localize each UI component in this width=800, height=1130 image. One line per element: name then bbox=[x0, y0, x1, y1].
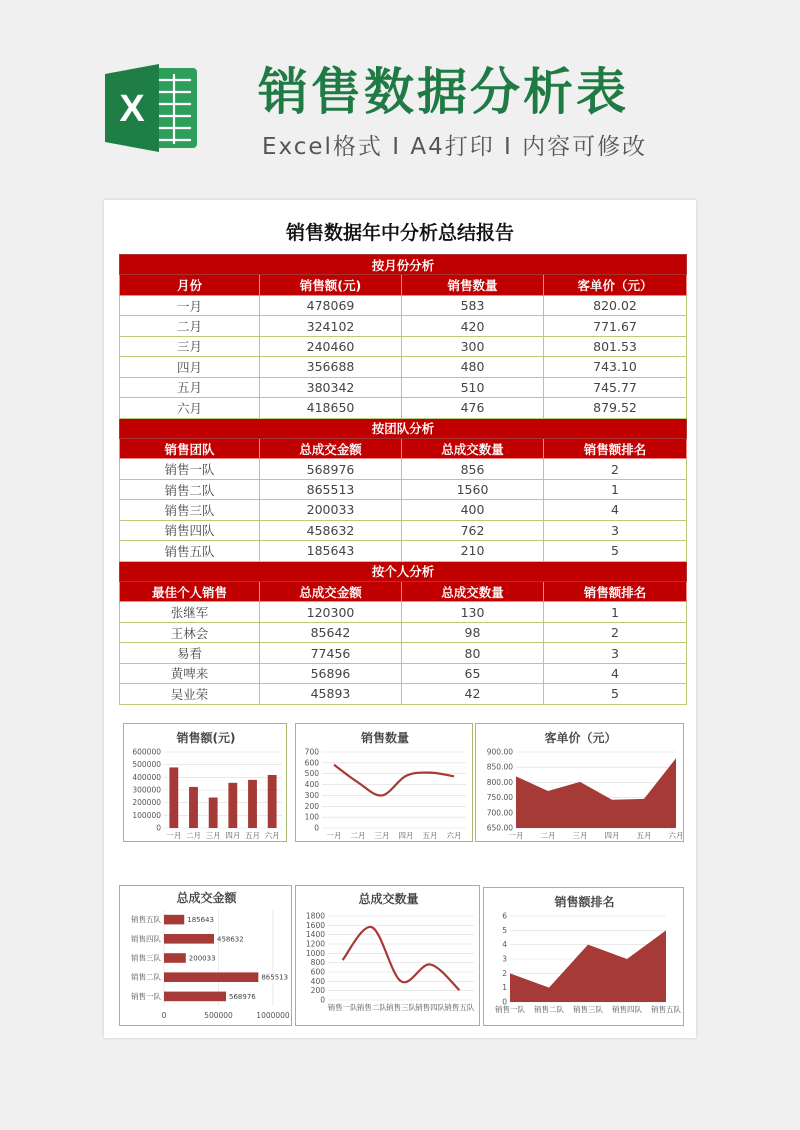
table-cell: 130 bbox=[402, 602, 544, 622]
x-tick-label: 销售四队 bbox=[415, 1003, 446, 1012]
x-tick-label: 三月 bbox=[205, 831, 221, 840]
y-tick-label: 500 bbox=[304, 769, 319, 779]
y-tick-label: 400 bbox=[310, 976, 325, 986]
x-tick-label: 销售二队 bbox=[356, 1003, 387, 1012]
y-tick-label: 3 bbox=[502, 954, 507, 964]
column-header: 销售额(元) bbox=[260, 275, 402, 295]
table-cell: 568976 bbox=[260, 459, 402, 479]
y-tick-label: 500000 bbox=[132, 760, 161, 770]
y-tick-label: 800.00 bbox=[486, 777, 513, 787]
table-cell: 510 bbox=[402, 377, 544, 397]
column-header: 客单价（元） bbox=[544, 275, 687, 295]
x-tick-label: 二月 bbox=[186, 831, 201, 840]
table-cell: 400 bbox=[402, 500, 544, 520]
table-row bbox=[120, 357, 687, 377]
table-cell: 六月 bbox=[120, 398, 260, 418]
y-tick-label: 销售一队 bbox=[131, 991, 161, 1001]
y-tick-label: 6 bbox=[502, 911, 507, 921]
series-line bbox=[343, 927, 460, 990]
x-tick-label: 二月 bbox=[540, 831, 556, 840]
column-header: 销售额排名 bbox=[544, 438, 687, 458]
table-cell: 65 bbox=[402, 663, 544, 683]
table-row bbox=[120, 479, 687, 499]
table-row bbox=[120, 663, 687, 683]
table-cell: 吴业荣 bbox=[120, 684, 260, 704]
data-label: 185643 bbox=[187, 916, 214, 925]
table-cell: 4 bbox=[544, 500, 687, 520]
table-cell: 2 bbox=[544, 459, 687, 479]
chart-title: 客单价（元） bbox=[544, 731, 617, 745]
table-cell: 销售一队 bbox=[120, 459, 260, 479]
table-cell: 879.52 bbox=[544, 398, 687, 418]
table-row bbox=[120, 684, 687, 704]
table-row bbox=[120, 316, 687, 336]
table-row bbox=[120, 377, 687, 397]
data-label: 458632 bbox=[216, 935, 244, 944]
y-tick-label: 200 bbox=[310, 986, 325, 996]
chart-unit-price-svg bbox=[476, 724, 685, 843]
y-tick-label: 300 bbox=[304, 790, 319, 800]
y-tick-label: 1200 bbox=[305, 939, 325, 949]
y-tick-label: 400000 bbox=[132, 772, 161, 782]
table-cell: 771.67 bbox=[544, 316, 687, 336]
header-row bbox=[120, 582, 687, 602]
table-cell: 三月 bbox=[120, 336, 260, 356]
y-tick-label: 700 bbox=[304, 747, 319, 757]
table-cell: 418650 bbox=[260, 398, 402, 418]
table-cell: 583 bbox=[402, 295, 544, 315]
series-area bbox=[510, 930, 666, 1002]
table-cell: 324102 bbox=[260, 316, 402, 336]
y-tick-label: 400 bbox=[304, 780, 319, 790]
y-tick-label: 100 bbox=[304, 812, 319, 822]
report-title: 销售数据年中分析总结报告 bbox=[285, 222, 514, 244]
table-row bbox=[120, 622, 687, 642]
x-tick-label: 六月 bbox=[264, 831, 280, 840]
table-cell: 销售三队 bbox=[120, 500, 260, 520]
table-cell: 45893 bbox=[260, 684, 402, 704]
data-label: 200033 bbox=[188, 954, 216, 963]
y-tick-label: 850.00 bbox=[486, 762, 513, 772]
table-cell: 5 bbox=[544, 684, 687, 704]
table-cell: 240460 bbox=[260, 336, 402, 356]
x-tick-label: 三月 bbox=[572, 831, 588, 840]
x-tick-label: 三月 bbox=[374, 831, 390, 840]
table-cell: 300 bbox=[402, 336, 544, 356]
table-cell: 476 bbox=[402, 398, 544, 418]
y-tick-label: 1000 bbox=[305, 948, 325, 958]
table-cell: 745.77 bbox=[544, 377, 687, 397]
y-tick-label: 600 bbox=[304, 758, 319, 768]
y-tick-label: 1600 bbox=[305, 920, 325, 930]
table-row bbox=[120, 500, 687, 520]
x-tick-label: 销售五队 bbox=[651, 1005, 681, 1014]
section-row-personal bbox=[120, 561, 687, 581]
table-cell: 56896 bbox=[260, 663, 402, 683]
column-header: 月份 bbox=[120, 275, 260, 295]
column-header: 最佳个人销售 bbox=[120, 582, 260, 602]
x-tick-label: 六月 bbox=[446, 831, 462, 840]
chart-monthly-sales-svg bbox=[124, 724, 288, 843]
chart-team-quantity-svg bbox=[296, 886, 481, 1027]
x-tick-label: 四月 bbox=[604, 831, 620, 840]
table-row bbox=[120, 398, 687, 418]
y-tick-label: 销售四队 bbox=[131, 934, 161, 944]
table-cell: 120300 bbox=[260, 602, 402, 622]
bar bbox=[228, 783, 237, 828]
header-row bbox=[120, 438, 687, 458]
y-tick-label: 1800 bbox=[305, 911, 325, 921]
y-tick-label: 1 bbox=[502, 983, 507, 993]
table-cell: 478069 bbox=[260, 295, 402, 315]
table-cell: 3 bbox=[544, 643, 687, 663]
chart-monthly-sales bbox=[123, 723, 287, 842]
table-cell: 210 bbox=[402, 541, 544, 561]
table-cell: 743.10 bbox=[544, 357, 687, 377]
excel-logo-icon bbox=[103, 58, 203, 158]
data-label: 865513 bbox=[261, 973, 289, 982]
chart-team-amount bbox=[119, 885, 292, 1026]
chart-title: 总成交金额 bbox=[176, 891, 237, 905]
chart-unit-price bbox=[475, 723, 684, 842]
y-tick-label: 100000 bbox=[132, 810, 161, 820]
y-tick-label: 750.00 bbox=[486, 793, 513, 803]
table-cell: 801.53 bbox=[544, 336, 687, 356]
y-tick-label: 1400 bbox=[305, 930, 325, 940]
column-header: 销售数量 bbox=[402, 275, 544, 295]
y-tick-label: 0 bbox=[502, 997, 507, 1007]
y-tick-label: 5 bbox=[502, 925, 507, 935]
table-row bbox=[120, 643, 687, 663]
x-tick-label: 销售四队 bbox=[612, 1005, 642, 1014]
section-row-monthly bbox=[120, 255, 687, 275]
table-row bbox=[120, 602, 687, 622]
x-tick-label: 1000000 bbox=[256, 1011, 290, 1020]
table-cell: 865513 bbox=[260, 479, 402, 499]
y-tick-label: 600000 bbox=[132, 747, 161, 757]
bar bbox=[268, 775, 277, 828]
table-cell: 3 bbox=[544, 520, 687, 540]
y-tick-label: 0 bbox=[314, 823, 319, 833]
table-cell: 销售五队 bbox=[120, 541, 260, 561]
chart-title: 总成交数量 bbox=[358, 892, 419, 906]
table-cell: 356688 bbox=[260, 357, 402, 377]
y-tick-label: 200 bbox=[304, 801, 319, 811]
column-header: 总成交金额 bbox=[260, 438, 402, 458]
table-cell: 一月 bbox=[120, 295, 260, 315]
table-cell: 王林会 bbox=[120, 622, 260, 642]
table-cell: 200033 bbox=[260, 500, 402, 520]
x-tick-label: 四月 bbox=[225, 831, 241, 840]
x-tick-label: 销售二队 bbox=[534, 1005, 564, 1014]
y-tick-label: 4 bbox=[502, 940, 507, 950]
section-title: 按月份分析 bbox=[120, 255, 687, 275]
banner bbox=[0, 0, 800, 200]
y-tick-label: 650.00 bbox=[486, 823, 513, 833]
table-cell: 1 bbox=[544, 602, 687, 622]
y-tick-label: 2 bbox=[502, 968, 507, 978]
table-cell: 98 bbox=[402, 622, 544, 642]
table-row bbox=[120, 336, 687, 356]
series-line bbox=[334, 765, 454, 796]
logo-letter: X bbox=[119, 88, 145, 130]
chart-team-amount-svg bbox=[120, 886, 293, 1027]
bar bbox=[164, 972, 258, 982]
chart-team-rank-svg bbox=[484, 888, 685, 1027]
y-tick-label: 300000 bbox=[132, 785, 161, 795]
y-tick-label: 900.00 bbox=[486, 747, 513, 757]
page-subtitle: Excel格式 I A4打印 I 内容可修改 bbox=[262, 134, 648, 160]
x-tick-label: 五月 bbox=[422, 831, 438, 840]
section-title: 按团队分析 bbox=[120, 418, 687, 438]
column-header: 销售额排名 bbox=[544, 582, 687, 602]
section-row-team bbox=[120, 418, 687, 438]
chart-team-quantity bbox=[295, 885, 480, 1026]
bar bbox=[209, 798, 218, 828]
x-tick-label: 销售三队 bbox=[386, 1003, 416, 1012]
column-header: 总成交金额 bbox=[260, 582, 402, 602]
chart-monthly-quantity bbox=[295, 723, 473, 842]
table-cell: 42 bbox=[402, 684, 544, 704]
column-header: 总成交数量 bbox=[402, 438, 544, 458]
chart-title: 销售数量 bbox=[360, 731, 410, 745]
page-title: 销售数据分析表 bbox=[258, 63, 629, 121]
table-cell: 77456 bbox=[260, 643, 402, 663]
column-header: 总成交数量 bbox=[402, 582, 544, 602]
bar bbox=[189, 787, 198, 828]
y-tick-label: 800 bbox=[310, 958, 325, 968]
table-cell: 销售四队 bbox=[120, 520, 260, 540]
table-cell: 四月 bbox=[120, 357, 260, 377]
table-cell: 380342 bbox=[260, 377, 402, 397]
x-tick-label: 销售五队 bbox=[444, 1003, 475, 1012]
section-title: 按个人分析 bbox=[120, 561, 687, 581]
bar bbox=[248, 780, 257, 828]
bar bbox=[169, 767, 178, 828]
table-cell: 销售二队 bbox=[120, 479, 260, 499]
y-tick-label: 销售二队 bbox=[131, 972, 161, 982]
y-tick-label: 200000 bbox=[132, 798, 161, 808]
table-row bbox=[120, 541, 687, 561]
table-cell: 80 bbox=[402, 643, 544, 663]
bar bbox=[164, 934, 214, 944]
table-row bbox=[120, 295, 687, 315]
table-cell: 762 bbox=[402, 520, 544, 540]
table-cell: 5 bbox=[544, 541, 687, 561]
data-label: 568976 bbox=[229, 992, 256, 1001]
y-tick-label: 销售五队 bbox=[131, 915, 161, 925]
chart-title: 销售额排名 bbox=[554, 895, 615, 909]
x-tick-label: 0 bbox=[161, 1011, 167, 1020]
x-tick-label: 一月 bbox=[326, 831, 342, 840]
report-sheet bbox=[104, 200, 696, 1038]
x-tick-label: 二月 bbox=[350, 831, 366, 840]
x-tick-label: 五月 bbox=[245, 831, 260, 840]
table-cell: 820.02 bbox=[544, 295, 687, 315]
table-cell: 黄啤来 bbox=[120, 663, 260, 683]
analysis-table bbox=[119, 254, 687, 705]
table-cell: 二月 bbox=[120, 316, 260, 336]
table-cell: 1560 bbox=[402, 479, 544, 499]
x-tick-label: 四月 bbox=[398, 831, 414, 840]
table-cell: 458632 bbox=[260, 520, 402, 540]
x-tick-label: 销售一队 bbox=[327, 1003, 358, 1012]
y-tick-label: 0 bbox=[156, 823, 161, 833]
bar bbox=[164, 992, 226, 1002]
table-cell: 五月 bbox=[120, 377, 260, 397]
table-cell: 2 bbox=[544, 622, 687, 642]
x-tick-label: 五月 bbox=[636, 831, 652, 840]
header-row bbox=[120, 275, 687, 295]
table-cell: 480 bbox=[402, 357, 544, 377]
table-cell: 420 bbox=[402, 316, 544, 336]
y-tick-label: 0 bbox=[320, 995, 325, 1005]
x-tick-label: 一月 bbox=[508, 831, 524, 840]
chart-title: 销售额(元) bbox=[176, 731, 236, 745]
x-tick-label: 销售一队 bbox=[495, 1005, 525, 1014]
table-cell: 85642 bbox=[260, 622, 402, 642]
x-tick-label: 一月 bbox=[166, 831, 182, 840]
chart-monthly-quantity-svg bbox=[296, 724, 474, 843]
y-tick-label: 600 bbox=[310, 967, 325, 977]
series-area bbox=[516, 758, 676, 828]
table-cell: 1 bbox=[544, 479, 687, 499]
bar bbox=[164, 953, 186, 963]
chart-team-rank bbox=[483, 887, 684, 1026]
bar bbox=[164, 915, 184, 925]
table-row bbox=[120, 520, 687, 540]
x-tick-label: 销售三队 bbox=[573, 1005, 603, 1014]
y-tick-label: 700.00 bbox=[486, 808, 513, 818]
table-cell: 856 bbox=[402, 459, 544, 479]
table-row bbox=[120, 459, 687, 479]
column-header: 销售团队 bbox=[120, 438, 260, 458]
y-tick-label: 销售三队 bbox=[131, 953, 161, 963]
table-cell: 张继军 bbox=[120, 602, 260, 622]
table-cell: 4 bbox=[544, 663, 687, 683]
table-cell: 185643 bbox=[260, 541, 402, 561]
x-tick-label: 500000 bbox=[204, 1011, 233, 1020]
x-tick-label: 六月 bbox=[668, 831, 684, 840]
table-cell: 易看 bbox=[120, 643, 260, 663]
